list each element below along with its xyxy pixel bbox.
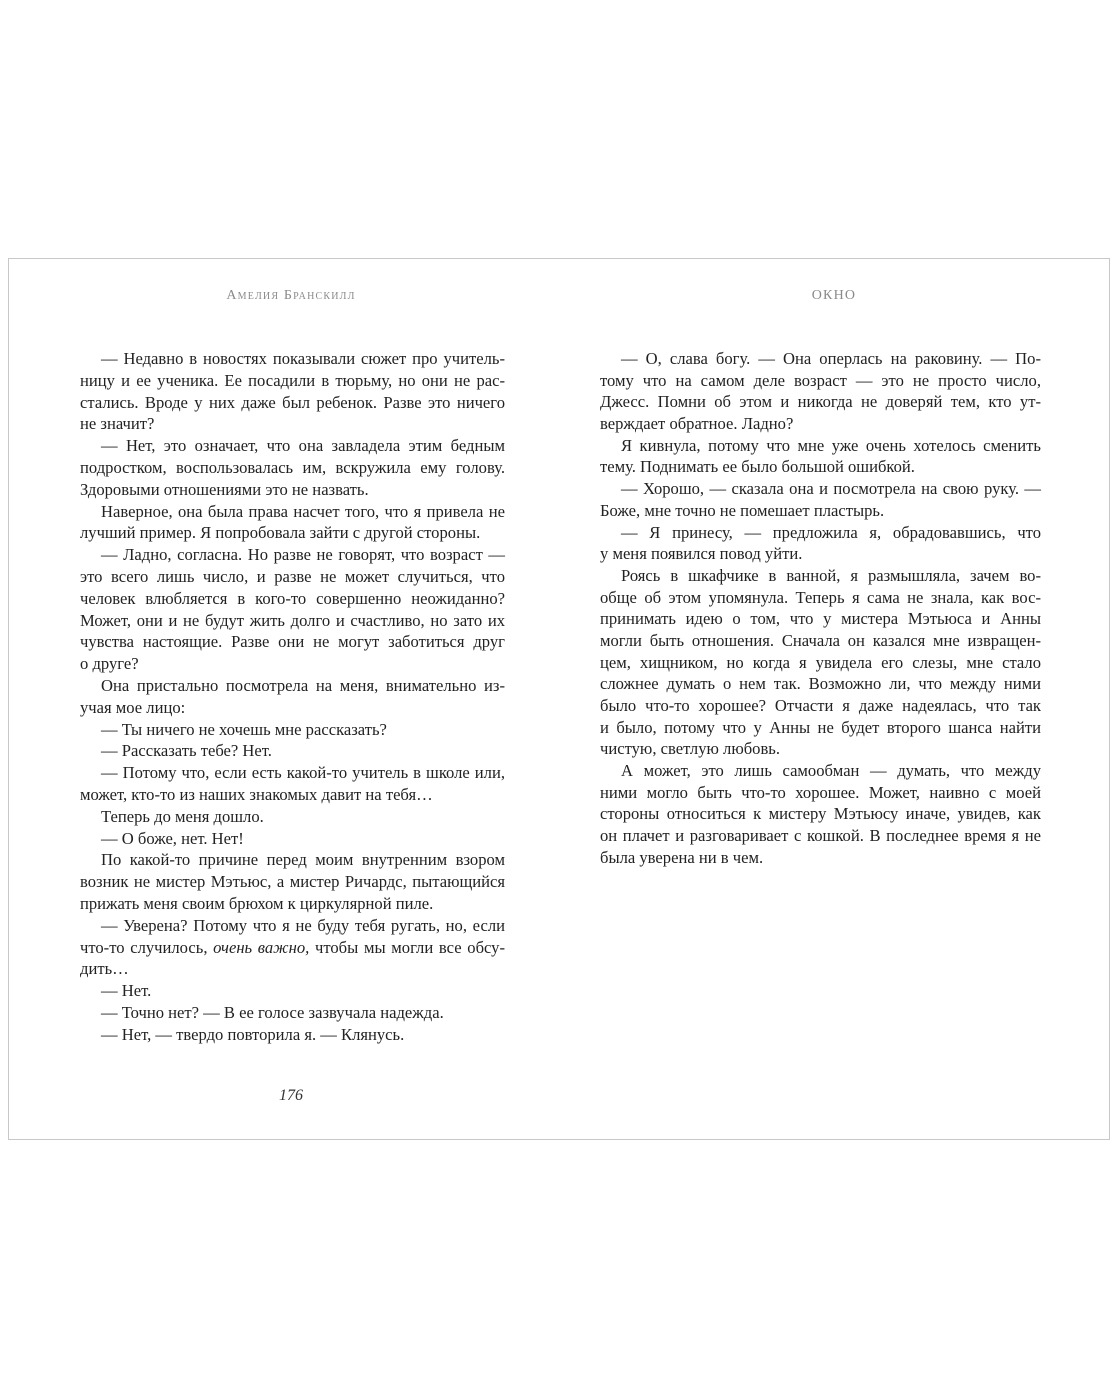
text-line-content: — Потому что, если есть какой-то учитель в школе или,: [101, 763, 505, 783]
text-line-content: — Я принесу, — предложила я, обрадовавшись, что: [621, 522, 1041, 542]
text-line-content: человек влюбляется в кого-то совершенно неожиданно?: [80, 588, 505, 608]
text-line-content: это всего лишь число, и разве не может случиться, что: [80, 566, 505, 586]
text-line: [80, 544, 505, 566]
text-line: [80, 937, 505, 959]
text-line-content: стороны относиться к мистеру Мэтьюсу иначе, увидев, как: [600, 804, 1041, 824]
text-line: [600, 652, 1041, 674]
emphasis-text: очень важно,: [213, 937, 310, 957]
text-line: [600, 370, 1041, 392]
text-line: [600, 522, 1041, 544]
text-line: [80, 653, 505, 675]
text-line-content: Боже, мне точно не помешает пластырь.: [600, 500, 885, 520]
text-line-content: — Нет.: [101, 981, 152, 1001]
text-line-content: он плачет и разговаривает с кошкой. В последнее время я не: [600, 826, 1041, 846]
text-line-content: Роясь в шкафчике в ванной, я размышляла, зачем во-: [621, 565, 1041, 585]
text-line-content: — О боже, нет. Нет!: [101, 828, 244, 848]
text-line-content: и было, потому что у Анны не будет второго шанса найти: [600, 717, 1041, 737]
left-page-text: [80, 348, 505, 1046]
text-line-content: возник не мистер Мэтьюс, а мистер Ричардс, пытающийся: [80, 872, 505, 892]
text-line: [80, 413, 505, 435]
text-line-content: принимать идею о том, что у мистера Мэтьюса и Анны: [600, 609, 1041, 629]
text-line: [80, 457, 505, 479]
text-line: [600, 413, 1041, 435]
text-line: [80, 435, 505, 457]
text-line: [600, 391, 1041, 413]
text-line: [80, 828, 505, 850]
text-line: [600, 630, 1041, 652]
text-line: [80, 1024, 505, 1046]
text-line: [80, 522, 505, 544]
text-line-content: — Уверена? Потому что я не буду тебя ругать, но, если: [101, 915, 505, 935]
text-line: [600, 717, 1041, 739]
text-line: [600, 695, 1041, 717]
text-line-content: ними могло быть что-то хорошее. Может, наивно с моей: [600, 782, 1041, 802]
text-line: [600, 782, 1041, 804]
text-line-content: Она пристально посмотрела на меня, внимательно из-: [101, 675, 505, 695]
text-line: [600, 543, 1041, 565]
text-line-content: — Ты ничего не хочешь мне рассказать?: [101, 719, 387, 739]
text-line-content: могли быть отношения. Сначала он казался мне извращен-: [600, 630, 1041, 650]
text-line: [80, 348, 505, 370]
text-line-content: ницу и ее ученика. Ее посадили в тюрьму, но они не рас-: [80, 370, 505, 390]
text-line-content: сложнее думать о нем так. Возможно ли, что между ними: [600, 674, 1041, 694]
text-line: [80, 980, 505, 1002]
text-line: [80, 392, 505, 414]
text-line: [600, 760, 1041, 782]
text-line: [600, 673, 1041, 695]
text-line-content: дить…: [80, 959, 129, 979]
text-line: [600, 500, 1041, 522]
text-line: [80, 479, 505, 501]
text-line-content: — Точно нет? — В ее голосе зазвучала надежда.: [101, 1002, 444, 1022]
text-line: [80, 871, 505, 893]
text-line: [80, 370, 505, 392]
text-line-content: учая мое лицо:: [80, 697, 186, 717]
text-line-content: Наверное, она была права насчет того, что я привела не: [101, 501, 505, 521]
text-line-content: чувства настоящие. Разве они не могут заботиться друг: [80, 632, 505, 652]
text-line: [80, 806, 505, 828]
text-line-content: стались. Вроде у них даже был ребенок. Разве это ничего: [80, 392, 505, 412]
text-line: [600, 435, 1041, 457]
text-line-content: цем, хищником, но когда я увидела его слезы, мне стало: [600, 652, 1041, 672]
text-line: [80, 915, 505, 937]
text-line: [80, 849, 505, 871]
text-line: [600, 608, 1041, 630]
text-line: [600, 803, 1041, 825]
text-line-content: лучший пример. Я попробовала зайти с другой стороны.: [80, 523, 481, 543]
text-line-content: Здоровыми отношениями это не назвать.: [80, 479, 369, 499]
text-line-content: По какой-то причине перед моим внутренним взором: [101, 850, 505, 870]
text-line: [600, 825, 1041, 847]
text-line: [80, 719, 505, 741]
text-line: [80, 784, 505, 806]
text-line-content: чистую, светлую любовь.: [600, 739, 781, 759]
text-line: [600, 348, 1041, 370]
text-line-content: А может, это лишь самообман — думать, что между: [621, 761, 1041, 781]
text-line: [80, 566, 505, 588]
text-line-content: — Хорошо, — сказала она и посмотрела на свою руку. —: [621, 479, 1041, 499]
text-line-content: у меня появился повод уйти.: [600, 544, 803, 564]
text-line: [600, 738, 1041, 760]
text-line: [80, 588, 505, 610]
text-line-content: может, кто-то из наших знакомых давит на тебя…: [80, 784, 433, 804]
text-line-content: — Недавно в новостях показывали сюжет про учитель-: [101, 349, 505, 368]
text-line: [80, 1002, 505, 1024]
text-line: [600, 456, 1041, 478]
text-line: [600, 565, 1041, 587]
text-line-content: Может, они и не будут жить долго и счастливо, но зато их: [80, 610, 505, 630]
text-line-content: не значит?: [80, 414, 155, 434]
page-number: 176: [279, 1087, 303, 1104]
text-line: [80, 958, 505, 980]
text-line-content: обще об этом упомянула. Теперь я сама не знала, как вос-: [600, 587, 1041, 607]
text-line-content: Теперь до меня дошло.: [101, 806, 264, 826]
text-line-content: прижать меня своим брюхом к циркулярной пиле.: [80, 893, 434, 913]
text-line-content: Я кивнула, потому что мне уже очень хотелось сменить: [621, 435, 1041, 455]
text-line-content: — Рассказать тебе? Нет.: [101, 741, 272, 761]
running-head-author: Амелия Бранскилл: [226, 288, 356, 303]
text-line-content: подростком, воспользовалась им, вскружила ему голову.: [80, 457, 505, 477]
text-line-content: о друге?: [80, 654, 139, 674]
text-line-content: было что-то хорошее? Отчасти я даже надеялась, что так: [600, 696, 1041, 715]
text-line-content: — О, слава богу. — Она оперлась на раковину. — По-: [621, 349, 1041, 368]
text-line-content: верждает обратное. Ладно?: [600, 414, 794, 434]
text-line-content: чтобы мы могли все обсу-: [309, 937, 505, 957]
text-line-content: что-то случилось,: [80, 937, 214, 957]
text-line: [80, 501, 505, 523]
right-page-text: [600, 348, 1041, 869]
text-line-content: тому что на самом деле возраст — это не просто число,: [600, 370, 1041, 390]
text-line: [80, 631, 505, 653]
text-line: [80, 610, 505, 632]
text-line: [80, 697, 505, 719]
text-line: [80, 740, 505, 762]
text-line: [600, 478, 1041, 500]
text-line-content: Джесс. Помни об этом и никогда не доверяй тем, кто ут-: [600, 392, 1041, 412]
text-line-content: была уверена ни в чем.: [600, 847, 764, 867]
text-line-content: — Ладно, согласна. Но разве не говорят, что возраст —: [101, 545, 505, 565]
text-line-content: — Нет, это означает, что она завладела этим бедным: [101, 436, 505, 456]
running-head-title: ОКНО: [811, 288, 857, 303]
text-line: [600, 847, 1041, 869]
text-line: [80, 762, 505, 784]
text-line: [600, 587, 1041, 609]
text-line: [80, 675, 505, 697]
text-line-content: тему. Поднимать ее было большой ошибкой.: [600, 457, 915, 477]
text-line-content: — Нет, — твердо повторила я. — Клянусь.: [101, 1024, 405, 1044]
text-line: [80, 893, 505, 915]
